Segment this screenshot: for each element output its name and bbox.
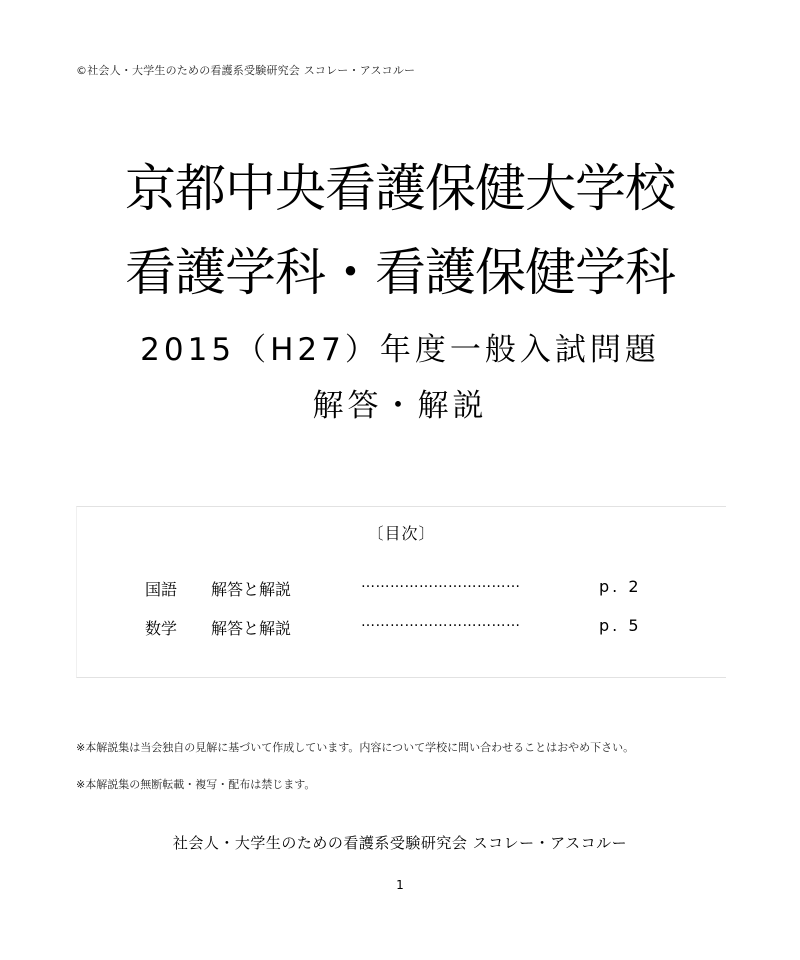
- toc-label: 解答と解説: [211, 580, 292, 599]
- toc-label: 解答と解説: [211, 619, 292, 638]
- school-name-title: 京都中央看護保健大学校: [124, 160, 675, 219]
- toc-leader-dots: ……………………………: [361, 614, 521, 630]
- table-of-contents: [76, 506, 726, 678]
- toc-subject: 数学: [145, 619, 178, 638]
- department-title: 看護学科・看護保健学科: [124, 244, 675, 303]
- toc-page-number: p. 2: [599, 577, 642, 596]
- toc-subject: 国語: [145, 580, 178, 599]
- toc-item-japanese[interactable]: [77, 577, 726, 601]
- footer-organization: 社会人・大学生のための看護系受験研究会 スコレー・アスコルー: [172, 834, 628, 852]
- toc-item-math[interactable]: [77, 616, 726, 640]
- toc-heading: 〔目次〕: [367, 524, 436, 543]
- toc-leader-dots: ……………………………: [361, 575, 521, 591]
- exam-year-subtitle: 2015（H27）年度一般入試問題: [140, 332, 660, 368]
- answer-explanation-subtitle: 解答・解説: [312, 388, 488, 424]
- copyright-line: ©社会人・大学生のための看護系受験研究会 スコレー・アスコルー: [76, 64, 416, 77]
- toc-page-number: p. 5: [599, 616, 642, 635]
- notice-disclaimer: ※本解説集は当会独自の見解に基づいて作成しています。内容について学校に問い合わせることはおやめ下さい。: [76, 741, 635, 754]
- notice-copyright: ※本解説集の無断転載・複写・配布は禁じます。: [76, 778, 316, 791]
- page-number: 1: [396, 878, 404, 892]
